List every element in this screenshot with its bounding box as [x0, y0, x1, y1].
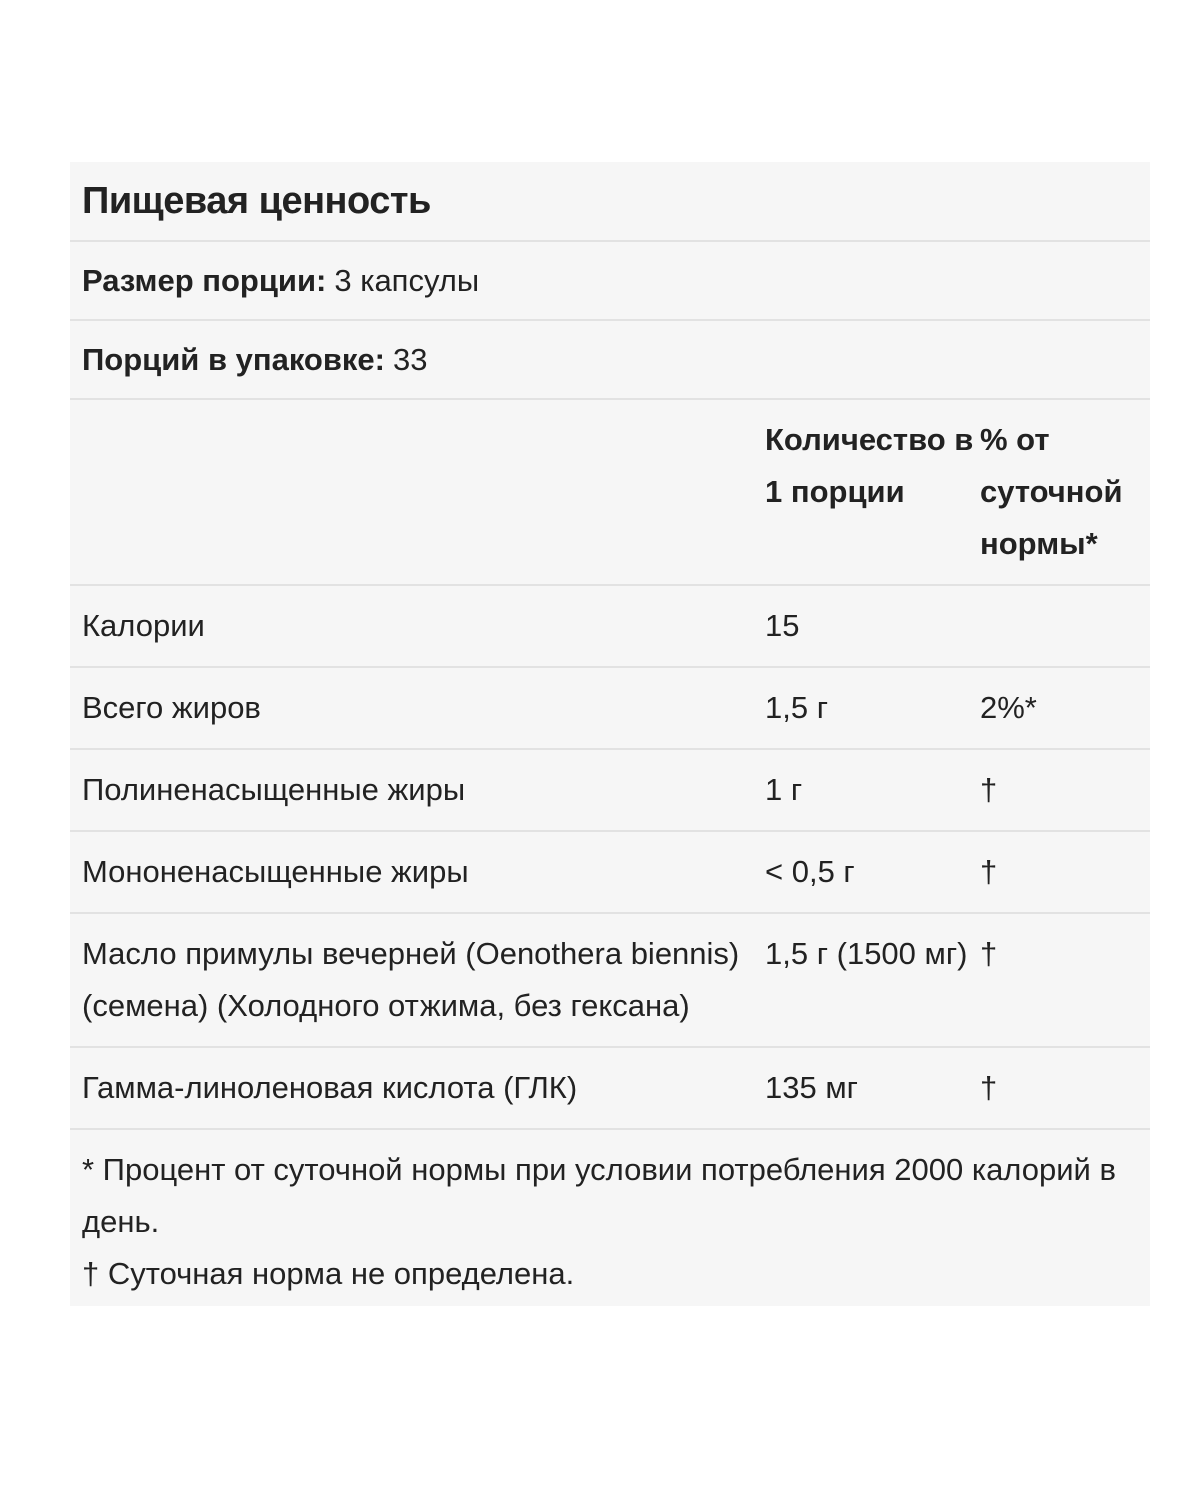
table-row	[70, 586, 1150, 668]
table-row	[70, 668, 1150, 750]
nutrient-daily-value: †	[980, 1070, 998, 1105]
servings-per-container-label: Порций в упаковке:	[82, 341, 385, 377]
nutrient-name: Мононенасыщенные жиры	[82, 854, 469, 889]
serving-size-label: Размер порции:	[82, 262, 327, 298]
nutrient-daily-value: †	[980, 854, 998, 889]
nutrient-amount: 15	[765, 608, 800, 643]
servings-per-container-value: 33	[393, 341, 428, 377]
nutrient-name: Всего жиров	[82, 690, 261, 725]
nutrient-amount: < 0,5 г	[765, 854, 855, 889]
percent-footnote: * Процент от суточной нормы при условии потребления 2000 калорий в день.	[82, 1152, 1116, 1239]
amount-column-header: Количество в 1 порции	[765, 422, 974, 509]
nutrition-facts-panel	[70, 162, 1150, 1306]
daily-value-column-header: % от суточной нормы*	[980, 422, 1123, 561]
table-row	[70, 914, 1150, 1048]
header-empty-cell	[70, 400, 753, 584]
table-row	[70, 1048, 1150, 1130]
column-header-row	[70, 400, 1150, 586]
serving-size-row	[70, 242, 1150, 321]
nutrient-amount: 135 мг	[765, 1070, 858, 1105]
dagger-footnote: † Суточная норма не определена.	[82, 1256, 575, 1291]
nutrient-daily-value	[980, 586, 1150, 666]
nutrient-amount: 1,5 г	[765, 690, 829, 725]
nutrient-daily-value: †	[980, 936, 998, 971]
nutrient-name: Гамма-линоленовая кислота (ГЛК)	[82, 1070, 578, 1105]
nutrient-name: Калории	[82, 608, 205, 643]
title-row	[70, 162, 1150, 242]
footnotes	[70, 1130, 1150, 1306]
nutrient-daily-value: †	[980, 772, 998, 807]
nutrient-amount: 1,5 г (1500 мг)	[765, 936, 968, 971]
nutrient-name: Масло примулы вечерней (Oenothera biennis) (семена) (Холодного отжима, без гексана)	[82, 936, 740, 1023]
nutrient-daily-value: 2%*	[980, 690, 1037, 725]
servings-per-container-row	[70, 321, 1150, 400]
nutrient-name: Полиненасыщенные жиры	[82, 772, 466, 807]
serving-size-value: 3 капсулы	[334, 262, 480, 298]
panel-title: Пищевая ценность	[82, 179, 431, 222]
table-row	[70, 750, 1150, 832]
nutrient-amount: 1 г	[765, 772, 803, 807]
table-row	[70, 832, 1150, 914]
